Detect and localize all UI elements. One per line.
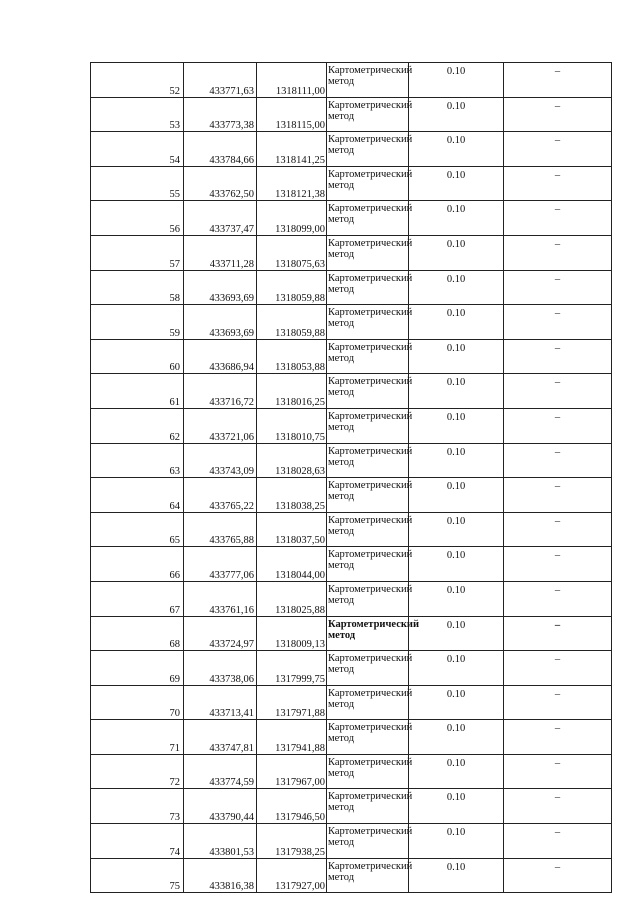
method-cell: Картометрический метод [327, 824, 409, 859]
note-cell: – [504, 512, 612, 547]
table-row [91, 339, 612, 374]
accuracy-cell: 0.10 [409, 478, 504, 513]
accuracy-cell: 0.10 [409, 651, 504, 686]
x-coordinate-cell: 433721,06 [184, 408, 257, 443]
table-row [91, 547, 612, 582]
x-coordinate-cell: 433693,69 [184, 305, 257, 340]
accuracy-cell: 0.10 [409, 754, 504, 789]
accuracy-cell: 0.10 [409, 512, 504, 547]
note-cell: – [504, 63, 612, 98]
y-coordinate-cell: 1318037,50 [257, 512, 327, 547]
method-cell: Картометрический метод [327, 97, 409, 132]
y-coordinate-cell: 1318115,00 [257, 97, 327, 132]
x-coordinate-cell: 433774,59 [184, 754, 257, 789]
x-coordinate-cell: 433738,06 [184, 651, 257, 686]
note-cell: – [504, 547, 612, 582]
accuracy-cell: 0.10 [409, 789, 504, 824]
table-row [91, 512, 612, 547]
y-coordinate-cell: 1317971,88 [257, 685, 327, 720]
point-number-cell: 57 [91, 235, 184, 270]
method-cell: Картометрический метод [327, 339, 409, 374]
point-number-cell: 66 [91, 547, 184, 582]
note-cell: – [504, 374, 612, 409]
note-cell: – [504, 824, 612, 859]
y-coordinate-cell: 1317999,75 [257, 651, 327, 686]
x-coordinate-cell: 433711,28 [184, 235, 257, 270]
accuracy-cell: 0.10 [409, 374, 504, 409]
x-coordinate-cell: 433737,47 [184, 201, 257, 236]
x-coordinate-cell: 433743,09 [184, 443, 257, 478]
y-coordinate-cell: 1318025,88 [257, 581, 327, 616]
note-cell: – [504, 858, 612, 893]
point-number-cell: 58 [91, 270, 184, 305]
point-number-cell: 68 [91, 616, 184, 651]
y-coordinate-cell: 1318053,88 [257, 339, 327, 374]
method-cell: Картометрический метод [327, 685, 409, 720]
table-row [91, 824, 612, 859]
x-coordinate-cell: 433784,66 [184, 132, 257, 167]
note-cell: – [504, 651, 612, 686]
table-row [91, 478, 612, 513]
method-cell: Картометрический метод [327, 166, 409, 201]
method-cell: Картометрический метод [327, 478, 409, 513]
note-cell: – [504, 408, 612, 443]
point-number-cell: 60 [91, 339, 184, 374]
x-coordinate-cell: 433773,38 [184, 97, 257, 132]
note-cell: – [504, 789, 612, 824]
point-number-cell: 61 [91, 374, 184, 409]
y-coordinate-cell: 1318059,88 [257, 270, 327, 305]
x-coordinate-cell: 433761,16 [184, 581, 257, 616]
table-row [91, 374, 612, 409]
coordinates-table [90, 62, 612, 893]
note-cell: – [504, 235, 612, 270]
accuracy-cell: 0.10 [409, 443, 504, 478]
x-coordinate-cell: 433777,06 [184, 547, 257, 582]
table-row [91, 789, 612, 824]
accuracy-cell: 0.10 [409, 305, 504, 340]
note-cell: – [504, 478, 612, 513]
y-coordinate-cell: 1318010,75 [257, 408, 327, 443]
note-cell: – [504, 201, 612, 236]
method-cell: Картометрический метод [327, 408, 409, 443]
note-cell: – [504, 132, 612, 167]
method-cell: Картометрический метод [327, 754, 409, 789]
table-row [91, 235, 612, 270]
method-cell: Картометрический метод [327, 443, 409, 478]
point-number-cell: 62 [91, 408, 184, 443]
y-coordinate-cell: 1318099,00 [257, 201, 327, 236]
y-coordinate-cell: 1318044,00 [257, 547, 327, 582]
accuracy-cell: 0.10 [409, 270, 504, 305]
accuracy-cell: 0.10 [409, 858, 504, 893]
x-coordinate-cell: 433765,88 [184, 512, 257, 547]
accuracy-cell: 0.10 [409, 97, 504, 132]
y-coordinate-cell: 1318111,00 [257, 63, 327, 98]
method-cell: Картометрический метод [327, 547, 409, 582]
point-number-cell: 75 [91, 858, 184, 893]
point-number-cell: 67 [91, 581, 184, 616]
x-coordinate-cell: 433765,22 [184, 478, 257, 513]
x-coordinate-cell: 433771,63 [184, 63, 257, 98]
point-number-cell: 54 [91, 132, 184, 167]
point-number-cell: 73 [91, 789, 184, 824]
x-coordinate-cell: 433686,94 [184, 339, 257, 374]
note-cell: – [504, 443, 612, 478]
y-coordinate-cell: 1317967,00 [257, 754, 327, 789]
accuracy-cell: 0.10 [409, 339, 504, 374]
accuracy-cell: 0.10 [409, 201, 504, 236]
method-cell: Картометрический метод [327, 132, 409, 167]
method-cell: Картометрический метод [327, 512, 409, 547]
y-coordinate-cell: 1318009,13 [257, 616, 327, 651]
y-coordinate-cell: 1318075,63 [257, 235, 327, 270]
table-row [91, 97, 612, 132]
point-number-cell: 53 [91, 97, 184, 132]
method-cell: Картометрический метод [327, 270, 409, 305]
method-cell: Картометрический метод [327, 374, 409, 409]
method-cell: Картометрический метод [327, 720, 409, 755]
point-number-cell: 65 [91, 512, 184, 547]
accuracy-cell: 0.10 [409, 408, 504, 443]
y-coordinate-cell: 1317927,00 [257, 858, 327, 893]
x-coordinate-cell: 433790,44 [184, 789, 257, 824]
x-coordinate-cell: 433801,53 [184, 824, 257, 859]
table-row [91, 858, 612, 893]
point-number-cell: 52 [91, 63, 184, 98]
table-row [91, 201, 612, 236]
point-number-cell: 64 [91, 478, 184, 513]
point-number-cell: 70 [91, 685, 184, 720]
point-number-cell: 71 [91, 720, 184, 755]
note-cell: – [504, 581, 612, 616]
point-number-cell: 69 [91, 651, 184, 686]
note-cell: – [504, 339, 612, 374]
note-cell: – [504, 166, 612, 201]
point-number-cell: 59 [91, 305, 184, 340]
note-cell: – [504, 270, 612, 305]
table-row [91, 305, 612, 340]
note-cell: – [504, 97, 612, 132]
method-cell: Картометрический метод [327, 789, 409, 824]
point-number-cell: 55 [91, 166, 184, 201]
table-row [91, 270, 612, 305]
method-cell: Картометрический метод [327, 235, 409, 270]
x-coordinate-cell: 433693,69 [184, 270, 257, 305]
point-number-cell: 63 [91, 443, 184, 478]
note-cell: – [504, 305, 612, 340]
table-row [91, 443, 612, 478]
table-row [91, 720, 612, 755]
accuracy-cell: 0.10 [409, 132, 504, 167]
accuracy-cell: 0.10 [409, 824, 504, 859]
y-coordinate-cell: 1318141,25 [257, 132, 327, 167]
table-row [91, 166, 612, 201]
accuracy-cell: 0.10 [409, 616, 504, 651]
y-coordinate-cell: 1317938,25 [257, 824, 327, 859]
method-cell: Картометрический метод [327, 201, 409, 236]
accuracy-cell: 0.10 [409, 235, 504, 270]
y-coordinate-cell: 1317946,50 [257, 789, 327, 824]
accuracy-cell: 0.10 [409, 581, 504, 616]
note-cell: – [504, 754, 612, 789]
accuracy-cell: 0.10 [409, 63, 504, 98]
accuracy-cell: 0.10 [409, 166, 504, 201]
accuracy-cell: 0.10 [409, 685, 504, 720]
x-coordinate-cell: 433816,38 [184, 858, 257, 893]
x-coordinate-cell: 433747,81 [184, 720, 257, 755]
table-row [91, 132, 612, 167]
table-row [91, 616, 612, 651]
table-row [91, 651, 612, 686]
method-cell: Картометрический метод [327, 581, 409, 616]
y-coordinate-cell: 1317941,88 [257, 720, 327, 755]
accuracy-cell: 0.10 [409, 720, 504, 755]
x-coordinate-cell: 433716,72 [184, 374, 257, 409]
note-cell: – [504, 616, 612, 651]
method-cell: Картометрический метод [327, 305, 409, 340]
y-coordinate-cell: 1318028,63 [257, 443, 327, 478]
note-cell: – [504, 720, 612, 755]
method-cell: Картометрический метод [327, 616, 409, 651]
y-coordinate-cell: 1318121,38 [257, 166, 327, 201]
point-number-cell: 72 [91, 754, 184, 789]
point-number-cell: 56 [91, 201, 184, 236]
point-number-cell: 74 [91, 824, 184, 859]
method-cell: Картометрический метод [327, 651, 409, 686]
x-coordinate-cell: 433762,50 [184, 166, 257, 201]
y-coordinate-cell: 1318038,25 [257, 478, 327, 513]
x-coordinate-cell: 433713,41 [184, 685, 257, 720]
method-cell: Картометрический метод [327, 858, 409, 893]
note-cell: – [504, 685, 612, 720]
table-row [91, 63, 612, 98]
table-row [91, 754, 612, 789]
y-coordinate-cell: 1318059,88 [257, 305, 327, 340]
table-row [91, 408, 612, 443]
accuracy-cell: 0.10 [409, 547, 504, 582]
table-row [91, 581, 612, 616]
method-cell: Картометрический метод [327, 63, 409, 98]
x-coordinate-cell: 433724,97 [184, 616, 257, 651]
y-coordinate-cell: 1318016,25 [257, 374, 327, 409]
table-row [91, 685, 612, 720]
coordinates-table-body [91, 63, 612, 893]
